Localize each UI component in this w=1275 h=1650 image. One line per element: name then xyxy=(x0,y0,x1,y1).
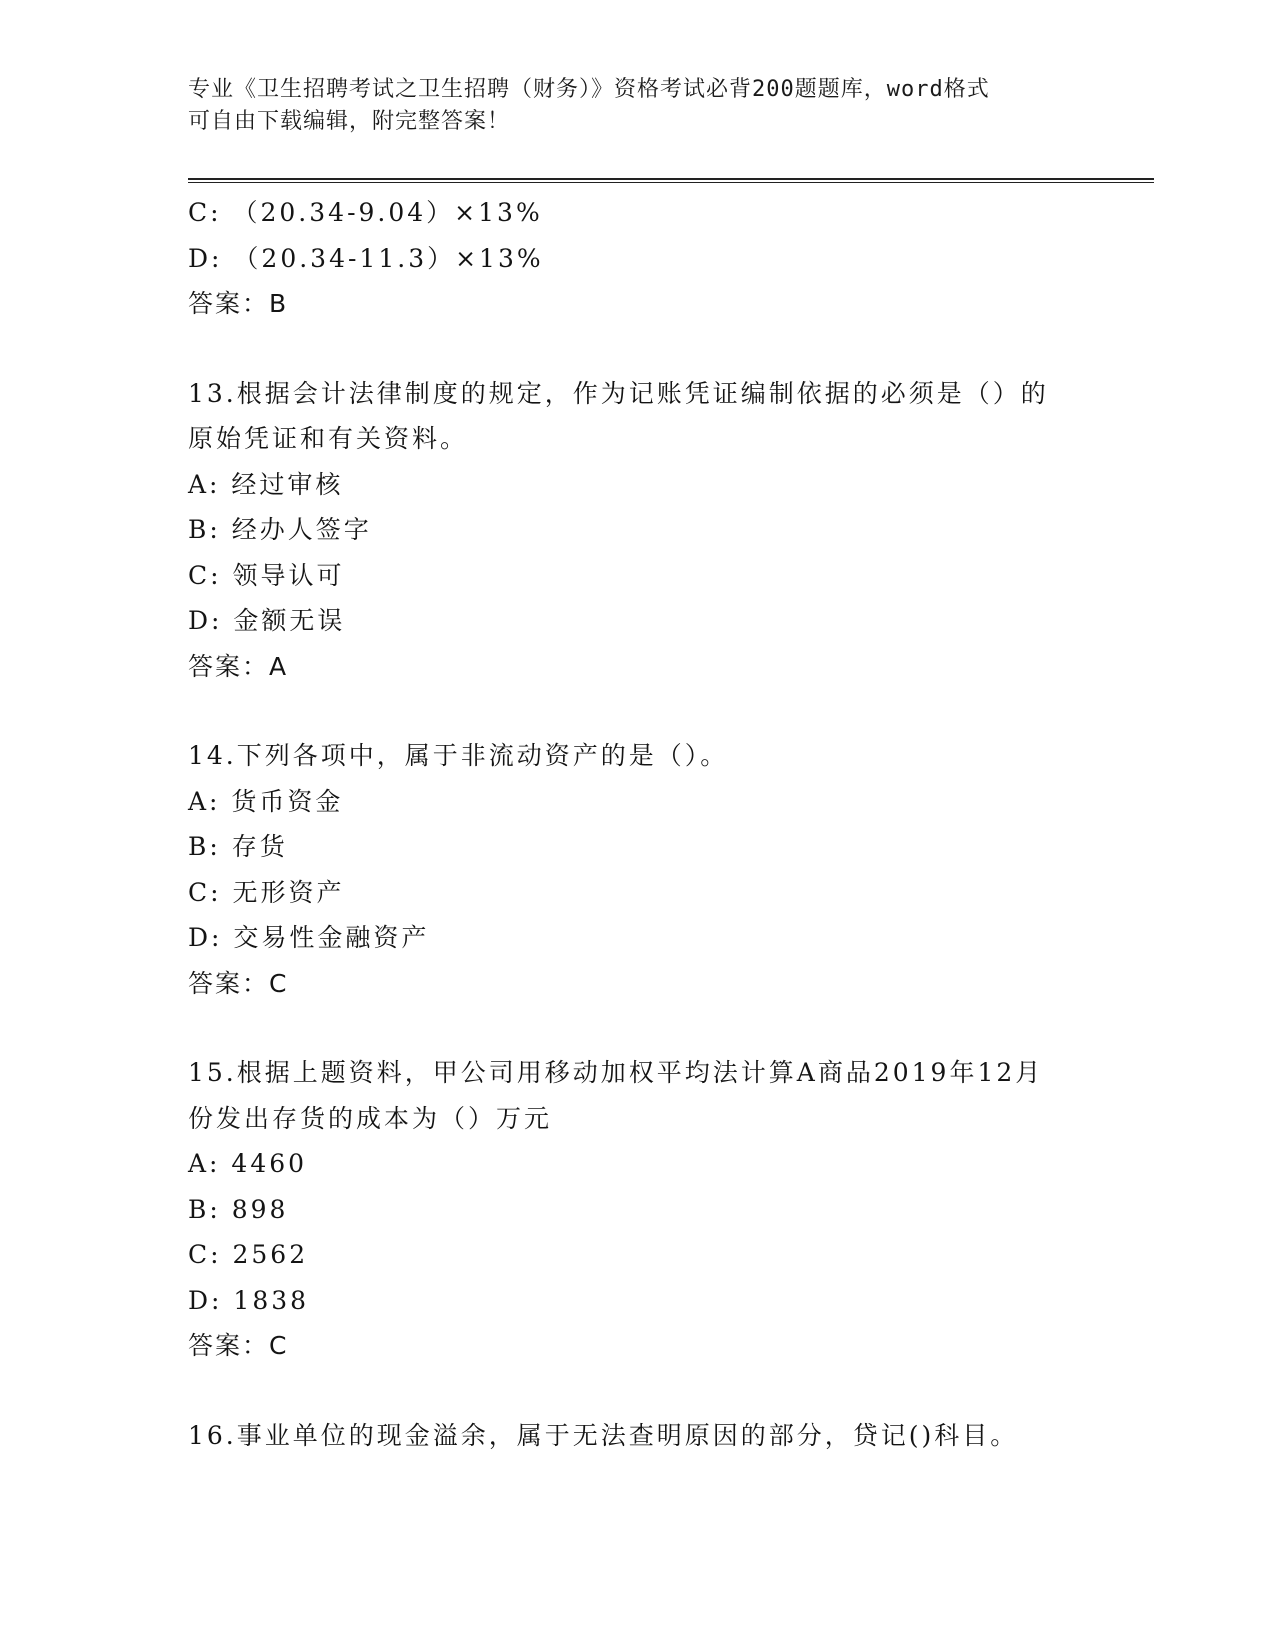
question-stem-continued: 份发出存货的成本为（）万元 xyxy=(188,1103,553,1133)
answer-line: 答案：C xyxy=(188,968,289,998)
answer-line: 答案：B xyxy=(188,289,289,318)
document-header xyxy=(188,74,1088,138)
question-stem: 15.根据上题资料，甲公司用移动加权平均法计算A商品2019年12月 xyxy=(188,1058,1044,1087)
option-d: D: 交易性金融资产 xyxy=(188,923,430,952)
option-c: C: 领导认可 xyxy=(188,560,345,590)
option-a: A: 4460 xyxy=(188,1149,308,1178)
question-stem: 14.下列各项中，属于非流动资产的是（）。 xyxy=(188,741,729,770)
header-title-line-2: 可自由下载编辑，附完整答案！ xyxy=(188,109,511,134)
option-d: D: （20.34-11.3）×13% xyxy=(188,243,544,273)
option-b: B: 经办人签字 xyxy=(188,515,372,544)
option-c: C: 无形资产 xyxy=(188,877,345,907)
question-12-continuation xyxy=(188,190,1088,327)
question-stem: 13.根据会计法律制度的规定，作为记账凭证编制依据的必须是（）的 xyxy=(188,378,1049,408)
answer-line: 答案：C xyxy=(188,1331,289,1360)
question-15 xyxy=(188,1050,1088,1369)
option-a: A: 经过审核 xyxy=(188,469,344,499)
question-list xyxy=(188,190,1088,1458)
option-b: B: 898 xyxy=(188,1194,289,1224)
option-d: D: 金额无误 xyxy=(188,606,346,635)
option-b: B: 存货 xyxy=(188,832,288,861)
option-d: D: 1838 xyxy=(188,1285,310,1315)
question-14 xyxy=(188,733,1088,1006)
header-divider xyxy=(188,178,1154,183)
option-c: C: （20.34-9.04）×13% xyxy=(188,198,543,227)
question-13 xyxy=(188,371,1088,690)
question-16 xyxy=(188,1413,1088,1459)
option-c: C: 2562 xyxy=(188,1240,309,1269)
option-a: A: 货币资金 xyxy=(188,786,344,816)
answer-line: 答案：A xyxy=(188,651,289,681)
header-title-line-1: 专业《卫生招聘考试之卫生招聘（财务）》资格考试必背200题题库，word格式 xyxy=(188,77,990,102)
question-stem-continued: 原始凭证和有关资料。 xyxy=(188,424,469,453)
question-stem: 16.事业单位的现金溢余，属于无法查明原因的部分，贷记()科目。 xyxy=(188,1420,1019,1450)
